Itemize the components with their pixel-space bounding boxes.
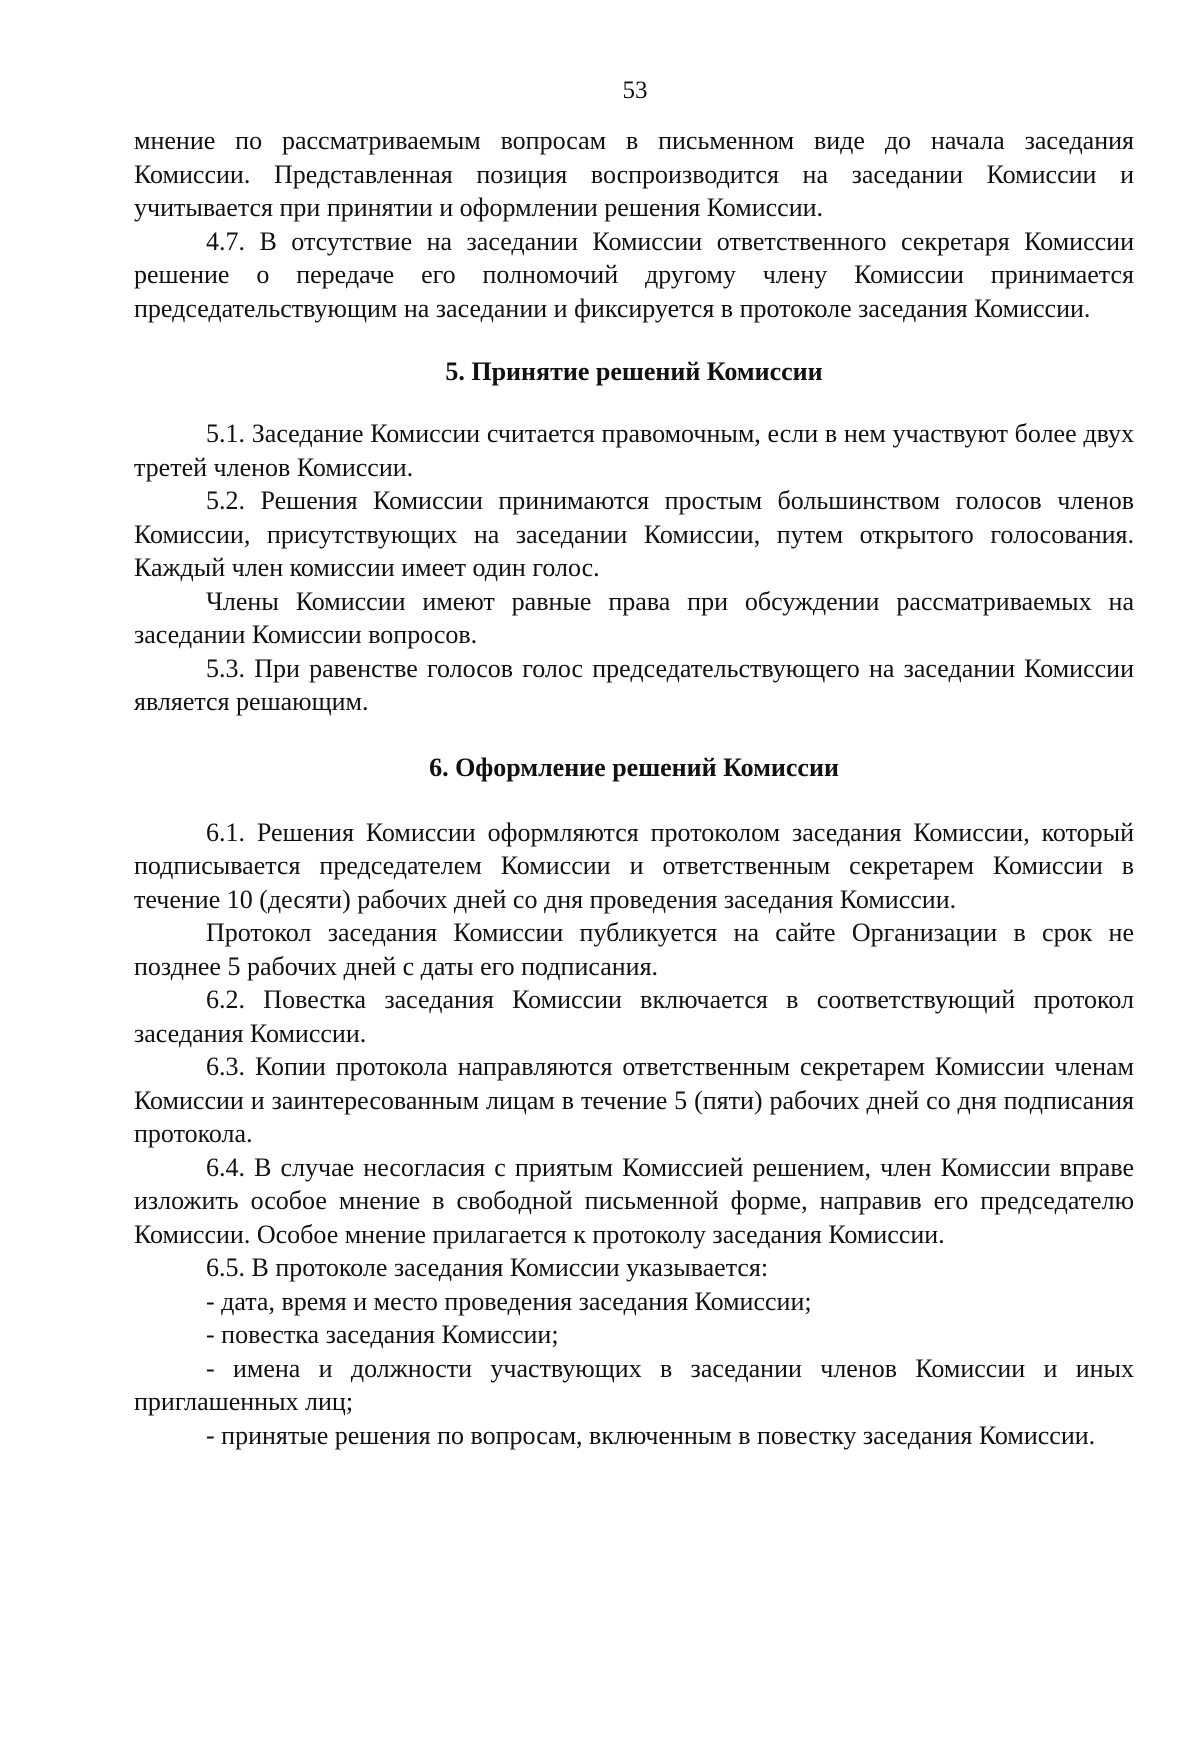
page-number: 53 (622, 77, 648, 104)
section-5-heading: 5. Принятие решений Комиссии (445, 357, 823, 386)
paragraph-6-1: 6.1. Решения Комиссии оформляются протоколом заседания Комиссии, который подписывается председателем Комиссии и ответственным секретарем Комиссии в течение 10 (десяти) рабочих дней со дня проведения заседания Комиссии. (134, 817, 1134, 914)
paragraph-5-3: 5.3. При равенстве голосов голос председательствующего на заседании Комиссии является решающим. (134, 653, 1134, 716)
document-body (134, 124, 1134, 1452)
paragraph-5-1: 5.1. Заседание Комиссии считается правомочным, если в нем участвуют более двух третей членов Комиссии. (134, 419, 1134, 482)
paragraph-continuation: мнение по рассматриваемым вопросам в письменном виде до начала заседания Комиссии. Представленная позиция воспроизводится на заседании Комиссии и учитывается при принятии и оформлении решения Комиссии. (134, 126, 1134, 222)
paragraph-6-5: 6.5. В протоколе заседания Комиссии указывается: (206, 1253, 769, 1282)
paragraph-4-7: 4.7. В отсутствие на заседании Комиссии ответственного секретаря Комиссии решение о передаче его полномочий другому члену Комиссии принимается председательствующим на заседании и фиксируется в протоколе заседания Комиссии. (134, 226, 1134, 323)
paragraph-6-4: 6.4. В случае несогласия с приятым Комиссией решением, член Комиссии вправе изложить особое мнение в свободной письменной форме, направив его председателю Комиссии. Особое мнение прилагается к протоколу заседания Комиссии. (134, 1152, 1134, 1249)
section-6-heading: 6. Оформление решений Комиссии (429, 752, 839, 782)
paragraph-6-3: 6.3. Копии протокола направляются ответственным секретарем Комиссии членам Комиссии и заинтересованным лицам в течение 5 (пяти) рабочих дней со дня подписания протокола. (134, 1052, 1134, 1148)
paragraph-6-2: 6.2. Повестка заседания Комиссии включается в соответствующий протокол заседания Комиссии. (134, 985, 1134, 1048)
list-item: - дата, время и место проведения заседания Комиссии; (206, 1286, 812, 1316)
list-item: - принятые решения по вопросам, включенным в повестку заседания Комиссии. (206, 1420, 1096, 1450)
list-item: - повестка заседания Комиссии; (206, 1320, 559, 1349)
paragraph-5-2: 5.2. Решения Комиссии принимаются простым большинством голосов членов Комиссии, присутствующих на заседании Комиссии, путем открытого голосования. Каждый член комиссии имеет один голос. (134, 486, 1134, 582)
paragraph-6-1-publication: Протокол заседания Комиссии публикуется на сайте Организации в срок не позднее 5 рабочих дней с даты его подписания. (134, 918, 1134, 981)
paragraph-5-2-members: Члены Комиссии имеют равные права при обсуждении рассматриваемых на заседании Комиссии вопросов. (134, 586, 1134, 649)
list-item: - имена и должности участвующих в заседании членов Комиссии и иных приглашенных лиц; (134, 1353, 1134, 1416)
